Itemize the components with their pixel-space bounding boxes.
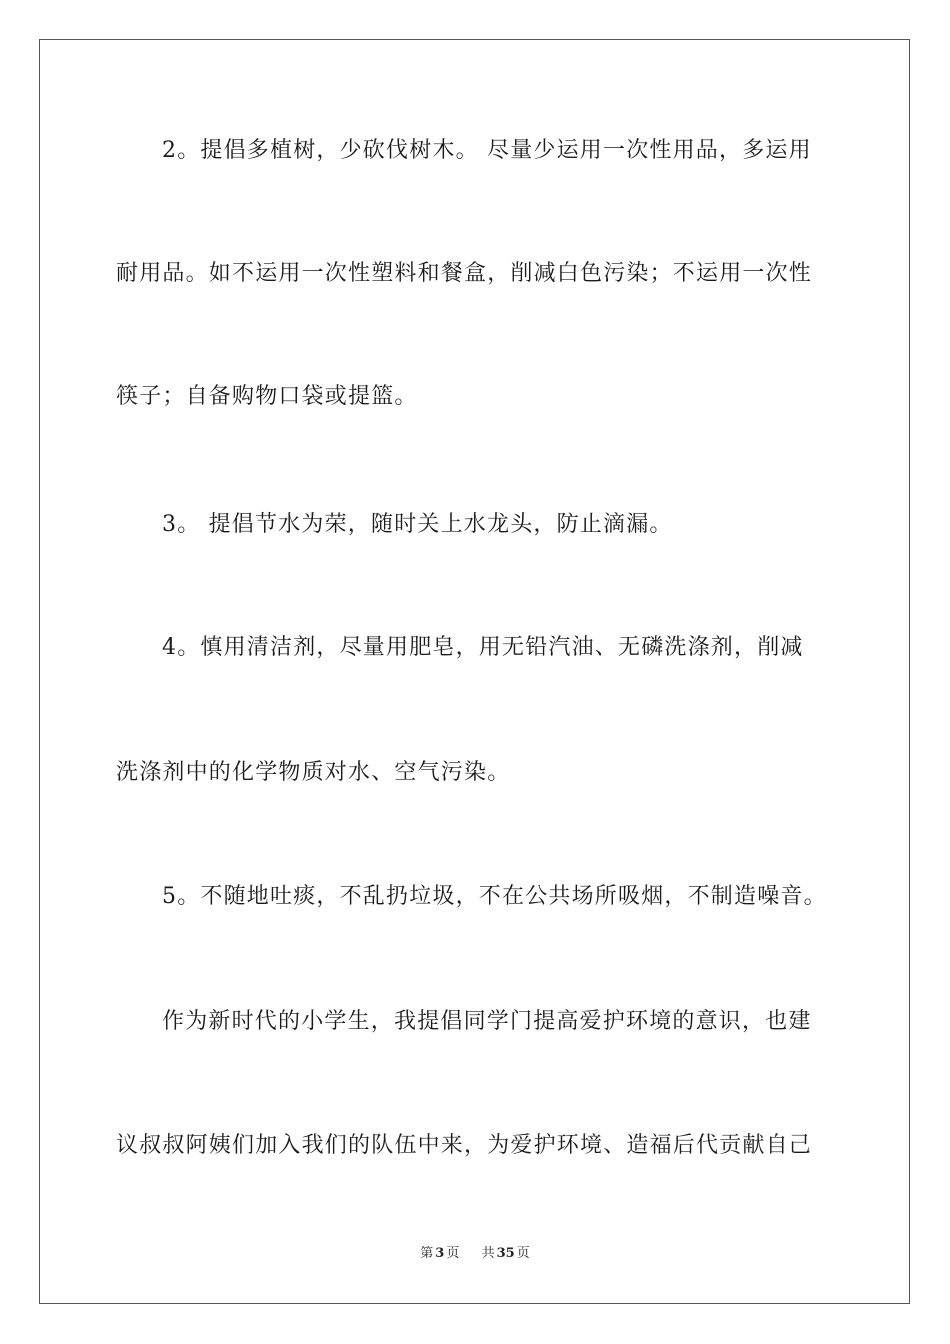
footer-total-suffix: 页 [516, 1246, 530, 1261]
page-footer [0, 1245, 950, 1263]
paragraph-line: 3。 提倡节水为荣，随时关上水龙头，防止滴漏。 [162, 512, 673, 537]
paragraph-line: 耐用品。如不运用一次性塑料和餐盒，削减白色污染；不运用一次性 [116, 261, 813, 286]
footer-page-number: 3 [435, 1246, 445, 1261]
footer-page-prefix: 第 [420, 1246, 434, 1261]
paragraph-line: 议叔叔阿姨们加入我们的队伍中来，为爱护环境、造福后代贡献自己 [116, 1133, 813, 1158]
page-border [39, 39, 910, 1304]
footer-total-prefix: 共 [481, 1246, 495, 1261]
footer-total-number: 35 [496, 1246, 515, 1261]
paragraph-line: 2。提倡多植树，少砍伐树木。 尽量少运用一次性用品，多运用 [162, 138, 812, 163]
paragraph-line: 5。不随地吐痰，不乱扔垃圾，不在公共场所吸烟，不制造噪音。 [162, 884, 827, 909]
paragraph-line: 4。慎用清洁剂，尽量用肥皂，用无铅汽油、无磷洗涤剂，削减 [162, 635, 804, 660]
paragraph-line: 筷子；自备购物口袋或提篮。 [116, 384, 418, 409]
footer-page-suffix: 页 [446, 1246, 460, 1261]
paragraph-line: 作为新时代的小学生，我提倡同学门提高爱护环境的意识，也建 [162, 1009, 812, 1034]
paragraph-line: 洗涤剂中的化学物质对水、空气污染。 [116, 760, 511, 785]
